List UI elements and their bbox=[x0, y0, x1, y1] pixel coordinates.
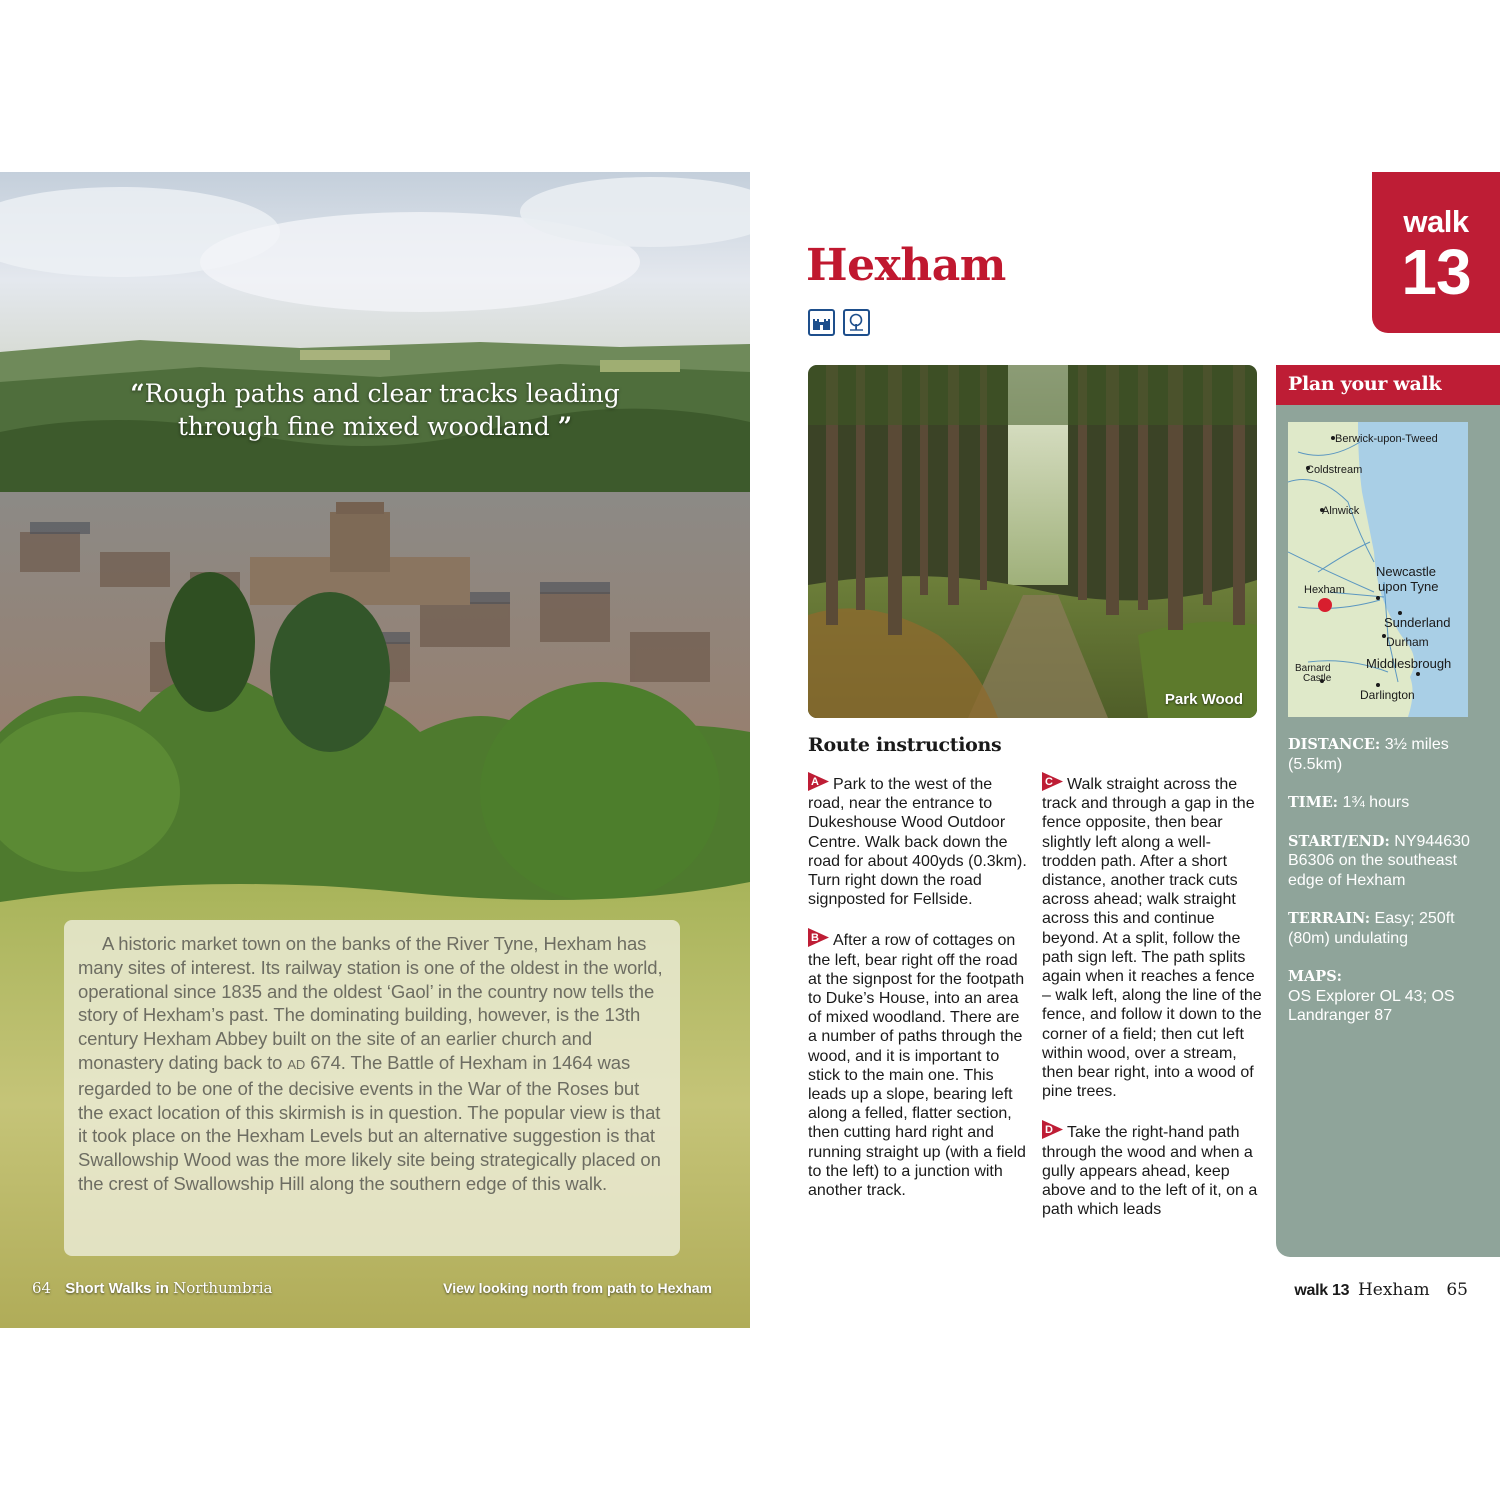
step-d-marker-icon bbox=[1042, 1120, 1064, 1139]
map-label-darlington: Darlington bbox=[1360, 688, 1415, 702]
intro-box bbox=[64, 920, 680, 1256]
route-step-c bbox=[1042, 772, 1262, 1101]
walk-tab-number: 13 bbox=[1401, 236, 1471, 308]
page-number-left: 64 bbox=[32, 1279, 52, 1297]
map-label-durham: Durham bbox=[1386, 635, 1429, 649]
book-title: Short Walks in bbox=[65, 1280, 169, 1297]
walk-facts bbox=[1288, 735, 1493, 1045]
book-title-rest: Northumbria bbox=[173, 1279, 273, 1297]
intro-paragraph bbox=[78, 932, 666, 1196]
intro-text-part-1: A historic market town on the banks of the River Tyne, Hexham has many sites of interest. Its railway station is one of the oldest in the world, operational since 1835 and the oldest ‘Gaol’ in the country now tells the story of Hexham’s past. The dominating building, however, is the 13th century Hexham Abbey built on the site of an earlier church and monastery dating back to bbox=[78, 933, 663, 1073]
tree-icon bbox=[843, 309, 870, 336]
footer-walk-number: walk 13 bbox=[1294, 1282, 1350, 1299]
fact-time bbox=[1288, 793, 1493, 813]
step-c-marker-icon bbox=[1042, 772, 1064, 791]
feature-icons bbox=[808, 309, 870, 336]
map-label-alnwick: Alnwick bbox=[1322, 505, 1360, 517]
map-label-hexham: Hexham bbox=[1304, 584, 1345, 596]
pull-quote bbox=[120, 377, 630, 443]
pull-quote-text: Rough paths and clear tracks leading through fine mixed woodland bbox=[144, 379, 620, 441]
route-step-d bbox=[1042, 1120, 1262, 1219]
fact-terrain-value: Easy; 250ft (80m) undulating bbox=[1288, 910, 1455, 947]
route-step-a bbox=[808, 772, 1028, 909]
fact-start-end-value: NY944630 B6306 on the southeast edge of Hexham bbox=[1288, 832, 1470, 889]
map-label-barnard-1: Barnard bbox=[1295, 663, 1331, 674]
plan-your-walk-panel bbox=[1276, 365, 1500, 1257]
fact-terrain bbox=[1288, 909, 1493, 948]
map-label-newcastle-2: upon Tyne bbox=[1378, 579, 1439, 594]
step-a-text: Park to the west of the road, near the entrance to Dukeshouse Wood Outdoor Centre. Walk back down the road for about 400yds (0.3km). Turn right down the road signposted for Fellside. bbox=[808, 776, 1027, 909]
walk-tab-word: walk bbox=[1403, 204, 1469, 239]
map-label-berwick: Berwick-upon-Tweed bbox=[1335, 433, 1438, 445]
map-label-newcastle-1: Newcastle bbox=[1376, 564, 1436, 579]
step-b-text: After a row of cottages on the left, bear right off the road at the signpost for the footpath to Duke’s House, into an area of mixed woodland. There are a number of paths through the wood, and it is important to stick to the main one. This leads up a slope, bearing left along a felled, flatter section, then cutting hard right and running straight up (with a field to the left) to a junction with another track. bbox=[808, 932, 1026, 1200]
step-c-text: Walk straight across the track and through a gap in the fence opposite, then bear slightly left along a well-trodden path. After a short distance, another track cuts across ahead; walk straight across this and continue beyond. At a split, follow the path sign left. The path splits again when it reaches a fence – walk left, along the line of the fence, and follow it down to the corner of a field; then cut left within wood, over a stream, then bear right, into a wood of pine trees. bbox=[1042, 776, 1262, 1101]
map-label-barnard-2: Castle bbox=[1303, 673, 1332, 684]
left-footer bbox=[32, 1279, 712, 1297]
fact-distance bbox=[1288, 735, 1493, 774]
park-wood-caption: Park Wood bbox=[1164, 691, 1243, 708]
walk-title: Hexham bbox=[806, 240, 1006, 291]
fact-maps bbox=[1288, 967, 1493, 1026]
map-label-sunderland: Sunderland bbox=[1384, 615, 1451, 630]
footer-walk-title: Hexham bbox=[1357, 1280, 1430, 1300]
fact-distance-label: DISTANCE: bbox=[1288, 736, 1381, 753]
landscape-photo-caption: View looking north from path to Hexham bbox=[443, 1280, 712, 1296]
park-wood-photo bbox=[808, 365, 1257, 718]
pine-woodland-image bbox=[808, 365, 1257, 718]
step-d-letter: D bbox=[1045, 1124, 1053, 1137]
walk-number-tab bbox=[1372, 172, 1500, 333]
left-page bbox=[0, 172, 750, 1328]
right-footer bbox=[1294, 1280, 1468, 1300]
fact-terrain-label: TERRAIN: bbox=[1288, 910, 1371, 927]
fact-time-label: TIME: bbox=[1288, 794, 1339, 811]
intro-text-part-2: 674. The Battle of Hexham in 1464 was regarded to be one of the decisive events in the War of the Roses but the exact location of this skirmish is in question. The popular view is that it took place on the Hexham Levels but an alternative suggestion is that Swallowship Wood was the more likely site being strategically placed on the crest of Swallowship Hill along the southern edge of this walk. bbox=[78, 1051, 661, 1194]
fact-maps-label: MAPS: bbox=[1288, 968, 1343, 985]
step-d-text: Take the right-hand path through the wood and when a gully appears ahead, keep above and to the left of it, on a path which leads bbox=[1042, 1124, 1258, 1219]
step-a-letter: A bbox=[811, 776, 819, 788]
step-b-letter: B bbox=[811, 932, 819, 945]
location-map bbox=[1288, 422, 1468, 717]
intro-era-abbreviation: AD bbox=[287, 1056, 306, 1072]
fact-time-value: 1¾ hours bbox=[1342, 794, 1410, 811]
map-label-coldstream: Coldstream bbox=[1306, 464, 1363, 476]
step-c-letter: C bbox=[1045, 776, 1053, 788]
quote-open-mark: “ bbox=[130, 379, 145, 408]
route-column-1 bbox=[808, 772, 1028, 1200]
route-column-2 bbox=[1042, 772, 1262, 1219]
page-number-right: 65 bbox=[1446, 1280, 1468, 1300]
fact-start-end bbox=[1288, 832, 1493, 891]
fact-distance-value: 3½ miles (5.5km) bbox=[1288, 736, 1449, 773]
quote-close-mark: ” bbox=[557, 412, 573, 441]
route-step-b bbox=[808, 928, 1028, 1200]
step-b-marker-icon bbox=[808, 928, 830, 947]
fact-maps-value: OS Explorer OL 43; OS Landranger 87 bbox=[1288, 987, 1455, 1024]
map-label-middlesbrough: Middlesbrough bbox=[1366, 656, 1452, 671]
castle-icon bbox=[808, 309, 835, 336]
step-a-marker-icon bbox=[808, 772, 830, 791]
plan-your-walk-heading: Plan your walk bbox=[1276, 365, 1500, 405]
fact-start-end-label: START/END: bbox=[1288, 832, 1390, 850]
route-instructions-heading: Route instructions bbox=[808, 734, 1002, 756]
